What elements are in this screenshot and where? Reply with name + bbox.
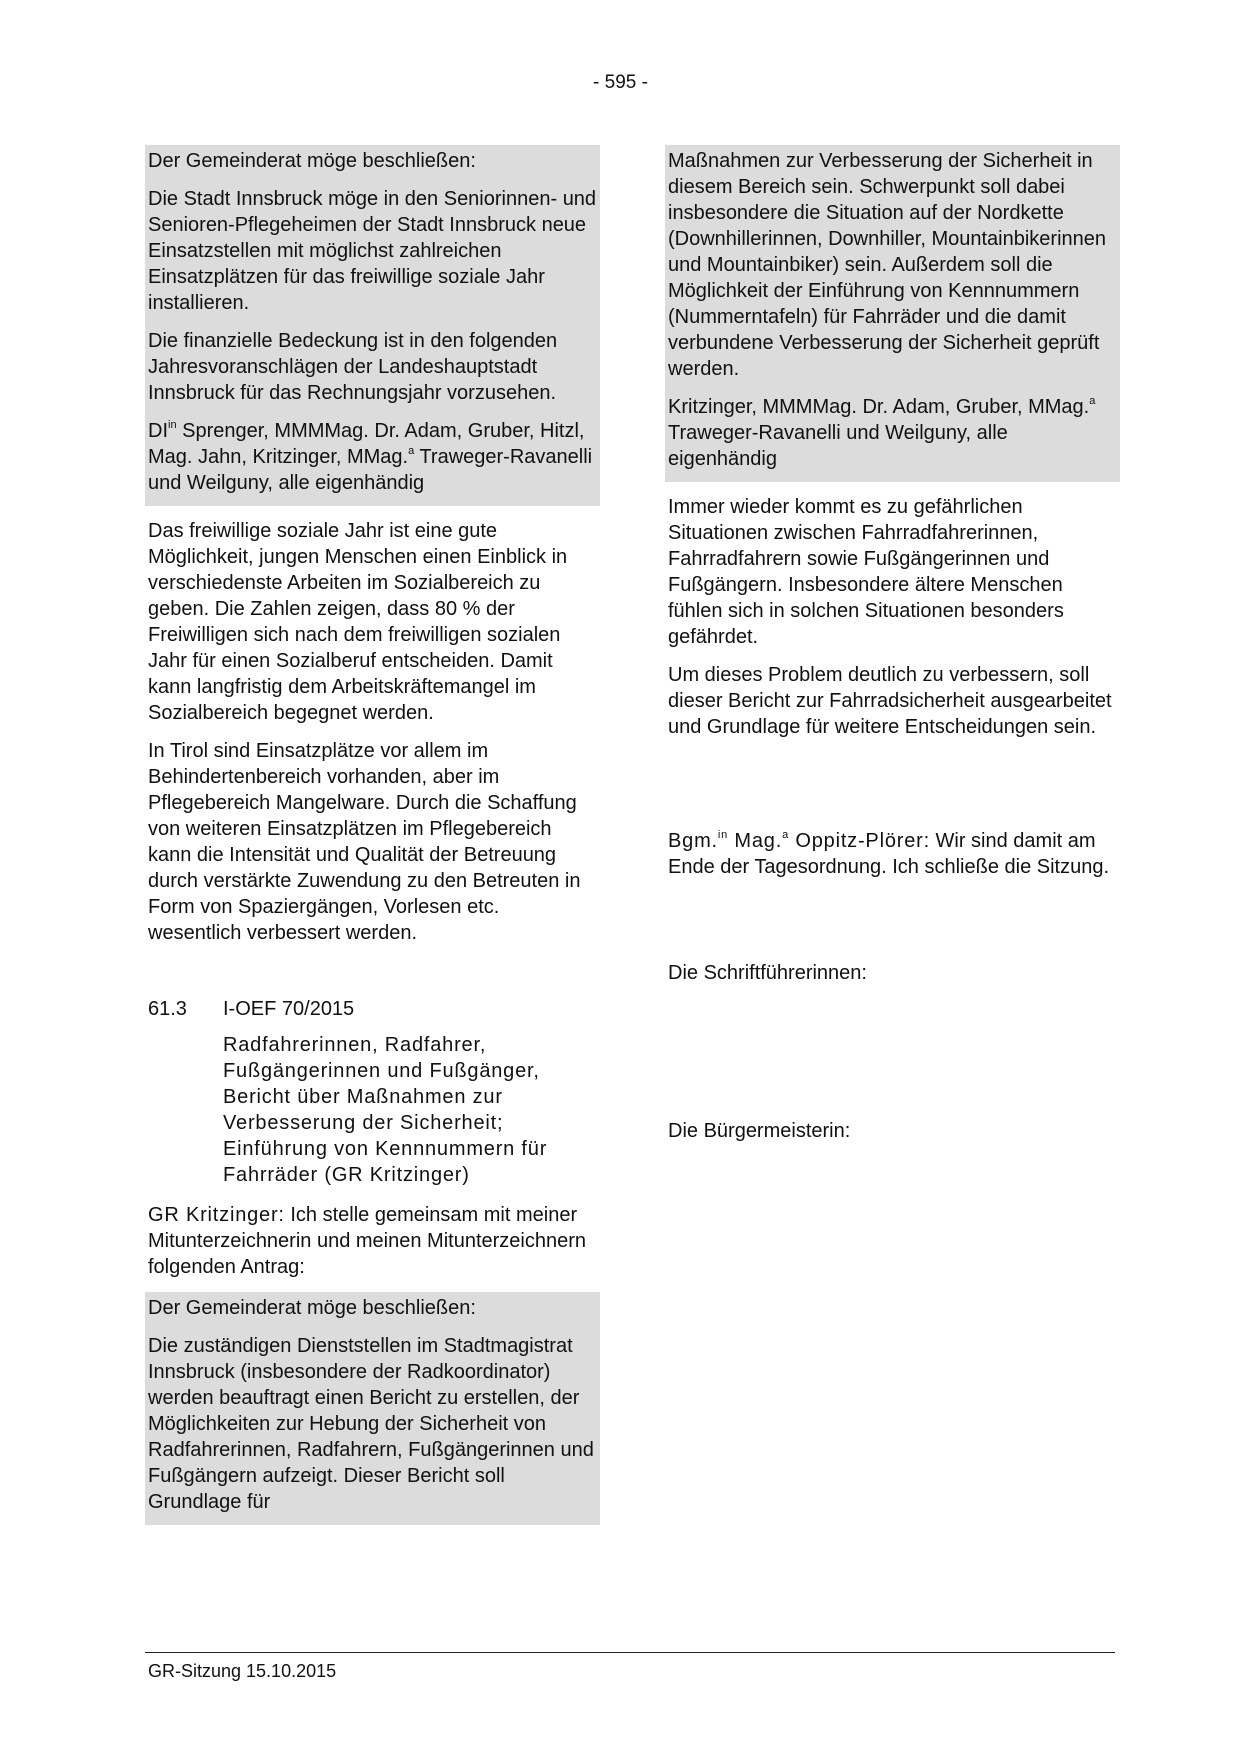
footer-session-date: GR-Sitzung 15.10.2015 <box>148 1661 337 1681</box>
motion-text: Die Stadt Innsbruck möge in den Seniorinnen- und Senioren-Pflegeheimen der Stadt Innsbruck neue Einsatzstellen mit möglichst zahlreichen Einsatzplätzen für das freiwillige soziale Jahr installieren. <box>148 188 597 314</box>
motion-text: Die zuständigen Dienststellen im Stadtmagistrat Innsbruck (insbesondere der Radkoordinator) werden beauftragt einen Bericht zu erstellen, der Möglichkeiten zur Hebung der Sicherheit von Radfahrerinnen, Radfahrern, Fußgängerinnen und Fußgängern aufzeigt. Dieser Bericht soll Grundlage für <box>148 1335 594 1513</box>
signers: Kritzinger, MMMMag. Dr. Adam, Gruber, MMag.$^a$ Traweger-Ravanelli und Weilguny, alle eigenhändig <box>668 395 1096 470</box>
speaker-name: GR Kritzinger: <box>148 1204 285 1226</box>
paragraph-report: Um dieses Problem deutlich zu verbessern, soll dieser Bericht zur Fahrradsicherheit ausgearbeitet und Grundlage für weitere Entscheidungen sein. <box>668 664 1112 738</box>
clerks-label: Die Schriftführerinnen: <box>668 962 867 984</box>
motion-intro: Der Gemeinderat möge beschließen: <box>148 1297 476 1319</box>
speaker-paragraph: GR Kritzinger: Ich stelle gemeinsam mit meiner Mitunterzeichnerin und meinen Mitunterzeichnern folgenden Antrag: <box>148 1204 587 1278</box>
page-number: - 595 - <box>593 72 648 93</box>
agenda-item-number: 61.3 <box>148 998 187 1020</box>
left-column <box>145 145 600 1525</box>
funding-text: Die finanzielle Bedeckung ist in den folgenden Jahresvoranschlägen der Landeshauptstadt Innsbruck für das Rechnungsjahr vorzusehen. <box>148 330 558 404</box>
paragraph-fsj: Das freiwillige soziale Jahr ist eine gute Möglichkeit, jungen Menschen einen Einblick in verschiedenste Arbeiten im Sozialbereich zu geben. Die Zahlen zeigen, dass 80 % der Freiwilligen sich nach dem freiwilligen sozialen Jahr für einen Sozialberuf entscheiden. Damit kann langfristig dem Arbeitskräftemangel im Sozialbereich begegnet werden. <box>148 520 568 724</box>
closing-statement: Bgm.$^{in}$ Mag.$^a$ Oppitz-Plörer: Wir sind damit am Ende der Tagesordnung. Ich schließe die Sitzung. <box>668 829 1110 878</box>
motion-intro: Der Gemeinderat möge beschließen: <box>148 150 476 172</box>
footer-divider <box>145 1652 1115 1653</box>
paragraph-situations: Immer wieder kommt es zu gefährlichen Situationen zwischen Fahrradfahrerinnen, Fahrradfahrern sowie Fußgängerinnen und Fußgängern. Insbesondere ältere Menschen fühlen sich in solchen Situationen besonders gefährdet. <box>668 496 1064 648</box>
agenda-item-header <box>145 996 600 1022</box>
right-column <box>665 145 1120 1156</box>
agenda-item-title: Radfahrerinnen, Radfahrer, Fußgängerinnen und Fußgänger, Bericht über Maßnahmen zur Verbesserung der Sicherheit; Einführung von Kennnummern für Fahrräder (GR Kritzinger) <box>223 1034 548 1186</box>
agenda-item-code: I-OEF 70/2015 <box>223 998 355 1020</box>
motion-text: Maßnahmen zur Verbesserung der Sicherheit in diesem Bereich sein. Schwerpunkt soll dabei insbesondere die Situation auf der Nordkette (Downhillerinnen, Downhiller, Mountainbikerinnen und Mountainbiker) sein. Außerdem soll die Möglichkeit der Einführung von Kennnummern (Nummerntafeln) für Fahrräder und die damit verbundene Verbesserung der Sicherheit geprüft werden. <box>668 150 1107 380</box>
mayor-label: Die Bürgermeisterin: <box>668 1120 851 1142</box>
motion-box-continued <box>665 145 1120 482</box>
motion-box-bike <box>145 1292 600 1525</box>
closing-speaker: Bgm.$^{in}$ Mag.$^a$ Oppitz-Plörer: <box>668 829 930 852</box>
paragraph-tirol: In Tirol sind Einsatzplätze vor allem im Behindertenbereich vorhanden, aber im Pflegebereich Mangelware. Durch die Schaffung von weiteren Einsatzplätzen im Pflegebereich kann die Intensität und Qualität der Betreuung durch verstärkte Zuwendung zu den Betreuten in Form von Spaziergängen, Vorlesen etc. wesentlich verbessert werden. <box>148 740 581 944</box>
signers: $DI^{in}$ Sprenger, MMMMag. Dr. Adam, Gruber, Hitzl, Mag. Jahn, Kritzinger, MMag.$^a$ Traweger-Ravanelli und Weilguny, alle eigenhändig <box>148 419 593 494</box>
motion-box-fsj <box>145 145 600 506</box>
